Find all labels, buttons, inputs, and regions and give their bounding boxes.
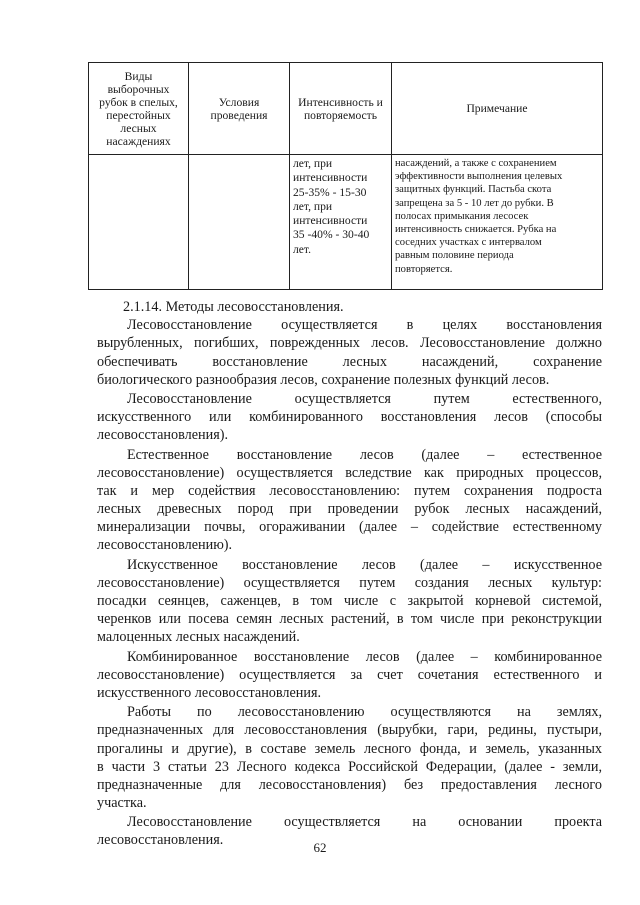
paragraph-project: Лесовосстановление осуществляется на основании проекта лесовосстановления.	[97, 814, 602, 849]
cell-cutting-type	[89, 155, 189, 290]
header-conditions: Условия проведения	[189, 63, 290, 155]
header-cutting-types: Виды выборочных рубок в спелых, перестойных лесных насаждениях	[89, 63, 189, 155]
paragraph-methods: Лесовосстановление осуществляется путем естественного, искусственного или комбинированного восстановления лесов (способы лесовосстановления).	[97, 390, 602, 444]
page-number: 62	[313, 840, 327, 855]
body-text	[97, 298, 602, 850]
paragraph-natural: Естественное восстановление лесов (далее – естественное лесовосстановление) осуществляется вследствие как природных процессов, так и мер содействия лесовосстановлению: путем сохранения подроста лесных древесных пород при проведении рубок лесных насаждений, минерализации почвы, огораживании (далее – содействие естественному лесовосстановлению).	[97, 446, 602, 554]
header-note: Примечание	[392, 63, 603, 155]
cell-note: насаждений, а также с сохранением эффективности выполнения целевых защитных функций. Пастьба скота запрещена за 5 - 10 лет до рубки. В полосах примыкания лесосек интенсивность снижается. Рубка на соседних участках с интервалом равным половине периода повторяется.	[392, 155, 603, 290]
table-header-row	[89, 63, 603, 155]
section-heading: 2.1.14. Методы лесовосстановления.	[123, 299, 344, 315]
header-intensity: Интенсивность и повторяемость	[290, 63, 392, 155]
paragraph-combined: Комбинированное восстановление лесов (далее – комбинированное лесовосстановление) осуществляется за счет сочетания естественного и искусственного лесовосстановления.	[97, 648, 602, 701]
cell-conditions	[189, 155, 290, 290]
cell-intensity: лет, при интенсивности 25-35% - 15-30 лет, при интенсивности 35 -40% - 30-40 лет.	[290, 155, 392, 290]
continuation-table	[88, 62, 603, 290]
paragraph-purpose: Лесовосстановление осуществляется в целях восстановления вырубленных, погибших, поврежденных лесов. Лесовосстановление должно обеспечивать восстановление лесных насаждений, сохранение биологического разнообразия лесов, сохранение полезных функций лесов.	[97, 317, 602, 388]
table-row	[89, 155, 603, 290]
paragraph-artificial: Искусственное восстановление лесов (далее – искусственное лесовосстановление) осуществляется путем создания лесных культур: посадки сеянцев, саженцев, в том числе с закрытой корневой системой, черенков или посева семян лесных растений, в том числе при реконструкции малоценных лесных насаждений.	[97, 556, 602, 646]
paragraph-lands: Работы по лесовосстановлению осуществляются на землях, предназначенных для лесовосстановления (вырубки, гари, редины, пустыри, прогалины и другие), в составе земель лесного фонда, и земель, указанных в части 3 статьи 23 Лесного кодекса Российской Федерации, (далее - земли, предназначенные для лесовосстановления) без предоставления лесного участка.	[97, 704, 602, 812]
